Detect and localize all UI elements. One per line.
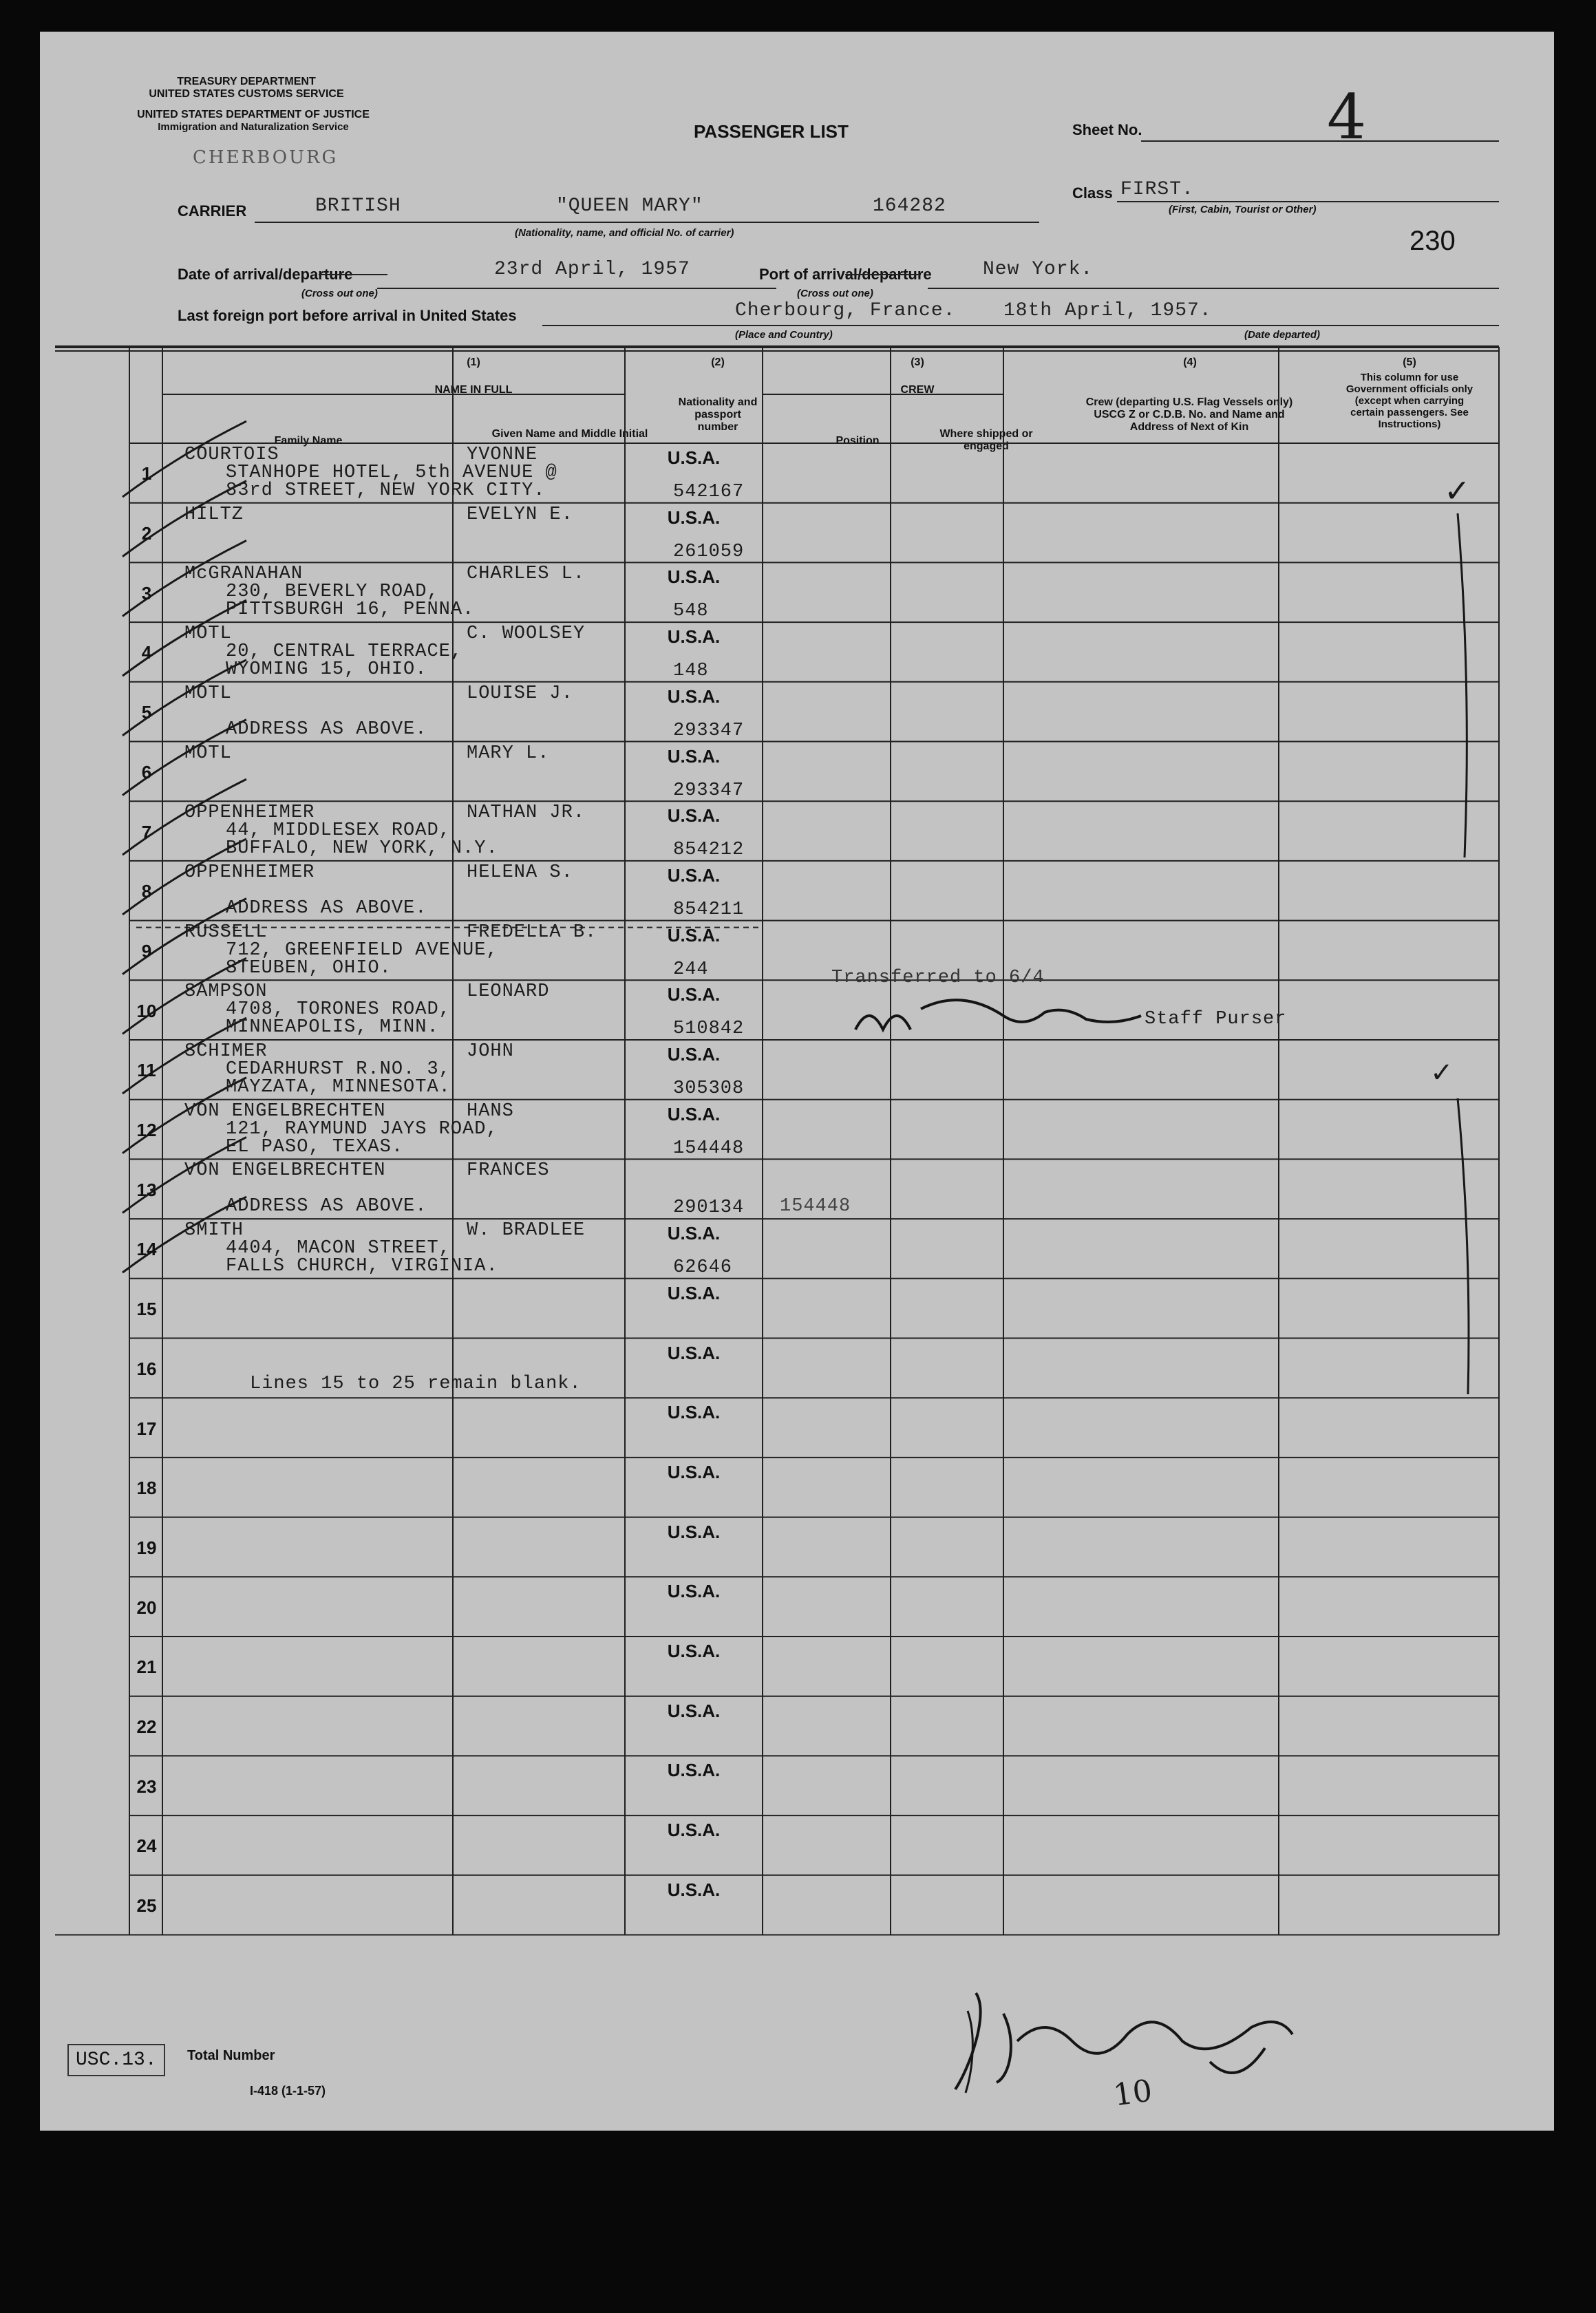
row-number: 13 bbox=[136, 1179, 157, 1200]
nationality: U.S.A. bbox=[667, 1700, 721, 1721]
family-name: RUSSELL bbox=[184, 921, 268, 943]
given-name: LOUISE J. bbox=[467, 683, 573, 704]
where-header: Where shipped or engaged bbox=[939, 428, 1033, 452]
carrier-label: CARRIER bbox=[178, 202, 247, 220]
row-number: 18 bbox=[136, 1478, 157, 1499]
col3-title: CREW bbox=[900, 384, 935, 396]
passport-number: 290134 bbox=[673, 1197, 745, 1219]
passport-12-alt: 154448 bbox=[780, 1196, 851, 1217]
carrier-name: "QUEEN MARY" bbox=[556, 195, 703, 217]
col2-num: (2) bbox=[711, 356, 725, 368]
address-line-1: 44, MIDDLESEX ROAD, bbox=[226, 820, 451, 842]
purser-signature bbox=[855, 1000, 1141, 1030]
family-name-header: Family Name bbox=[274, 435, 343, 447]
address-line-2: EL PASO, TEXAS. bbox=[226, 1136, 404, 1158]
nationality: U.S.A. bbox=[667, 1461, 721, 1482]
class-label: Class bbox=[1072, 184, 1113, 202]
class-caption: (First, Cabin, Tourist or Other) bbox=[1169, 204, 1317, 215]
nationality: U.S.A. bbox=[667, 1342, 721, 1363]
checkmark-2: ✓ bbox=[1430, 1057, 1454, 1089]
given-name: CHARLES L. bbox=[467, 564, 586, 585]
row-number: 3 bbox=[141, 582, 152, 604]
row-number: 20 bbox=[136, 1597, 157, 1618]
nationality: U.S.A. bbox=[667, 1879, 721, 1900]
last-port-value: Cherbourg, France. bbox=[735, 300, 956, 321]
address-line-2: MINNEAPOLIS, MINN. bbox=[226, 1017, 439, 1038]
address-line-1: 4708, TORONES ROAD, bbox=[226, 999, 451, 1021]
passport-number: 854211 bbox=[673, 899, 745, 920]
nationality: U.S.A. bbox=[667, 507, 721, 528]
given-name: HANS bbox=[467, 1100, 514, 1122]
address-line-1: 121, RAYMUND JAYS ROAD, bbox=[226, 1118, 498, 1140]
last-port-label: Last foreign port before arrival in United States bbox=[178, 307, 517, 324]
col4-num: (4) bbox=[1183, 356, 1197, 368]
family-name: McGRANAHAN bbox=[184, 564, 304, 585]
passport-number: 62646 bbox=[673, 1257, 733, 1279]
given-name: FRANCES bbox=[467, 1160, 550, 1182]
row-number: 15 bbox=[136, 1299, 157, 1320]
row-number: 5 bbox=[141, 702, 152, 723]
row-number: 9 bbox=[141, 940, 152, 961]
col1-num: (1) bbox=[467, 356, 480, 368]
port-label: Port of arrival/departure bbox=[759, 266, 932, 283]
family-name: COURTOIS bbox=[184, 445, 279, 465]
nationality: U.S.A. bbox=[667, 1581, 721, 1602]
row-number: 4 bbox=[141, 642, 152, 663]
given-name: FREDELLA B. bbox=[467, 921, 597, 943]
nationality: U.S.A. bbox=[667, 1103, 721, 1124]
given-name: EVELYN E. bbox=[467, 504, 573, 525]
official-mark-stroke bbox=[1458, 1098, 1469, 1394]
family-name: MOTL bbox=[184, 743, 232, 764]
family-name: VON ENGELBRECHTEN bbox=[184, 1160, 386, 1182]
nationality: U.S.A. bbox=[667, 1402, 721, 1423]
family-name: SAMPSON bbox=[184, 981, 268, 1003]
carrier-nationality: BRITISH bbox=[315, 195, 401, 217]
family-name: MOTL bbox=[184, 623, 232, 645]
address-line-2: ADDRESS AS ABOVE. bbox=[226, 897, 427, 919]
col1-title: NAME IN FULL bbox=[434, 384, 513, 396]
address-line-2: ADDRESS AS ABOVE. bbox=[226, 718, 427, 740]
row-number: 25 bbox=[136, 1895, 157, 1917]
col2-title: Nationality and passport number bbox=[678, 396, 758, 433]
address-line-1: 712, GREENFIELD AVENUE, bbox=[226, 939, 498, 961]
carrier-number: 164282 bbox=[873, 195, 946, 217]
nationality: U.S.A. bbox=[667, 685, 721, 707]
date-value: 23rd April, 1957 bbox=[494, 259, 690, 280]
given-name: MARY L. bbox=[467, 743, 550, 764]
signature-note: 10 bbox=[1111, 2073, 1155, 2113]
passport-number: 244 bbox=[673, 959, 709, 980]
agency-customs: UNITED STATES CUSTOMS SERVICE bbox=[149, 88, 344, 100]
checkmark-1: ✓ bbox=[1444, 472, 1471, 509]
address-line-1: CEDARHURST R.NO. 3, bbox=[226, 1059, 451, 1080]
nationality: U.S.A. bbox=[667, 1223, 721, 1244]
passport-number: 148 bbox=[673, 661, 709, 682]
nationality: U.S.A. bbox=[667, 984, 721, 1005]
row-number: 19 bbox=[136, 1537, 157, 1558]
given-name: YVONNE bbox=[467, 445, 538, 465]
official-mark-stroke bbox=[1458, 513, 1467, 857]
nationality: U.S.A. bbox=[667, 626, 721, 648]
nationality: U.S.A. bbox=[667, 566, 721, 588]
sheet-label: Sheet No. bbox=[1072, 121, 1142, 138]
given-name-header: Given Name and Middle Initial bbox=[491, 428, 648, 440]
address-line-1: STANHOPE HOTEL, 5th AVENUE @ bbox=[226, 462, 557, 483]
address-line-1: 230, BEVERLY ROAD, bbox=[226, 582, 439, 603]
row-number: 6 bbox=[141, 761, 152, 782]
address-line-1: 20, CENTRAL TERRACE, bbox=[226, 641, 463, 663]
row-number: 12 bbox=[136, 1120, 157, 1141]
carrier-caption: (Nationality, name, and official No. of carrier) bbox=[515, 227, 734, 239]
row-number: 21 bbox=[136, 1656, 157, 1678]
given-name: JOHN bbox=[467, 1041, 514, 1062]
passport-number: 854212 bbox=[673, 840, 745, 861]
passport-number: 293347 bbox=[673, 720, 745, 741]
address-line-1: 4404, MACON STREET, bbox=[226, 1238, 451, 1259]
last-port-date: 18th April, 1957. bbox=[1003, 300, 1212, 321]
agency-ins: Immigration and Naturalization Service bbox=[158, 121, 349, 133]
row-number: 17 bbox=[136, 1418, 157, 1439]
row-number: 11 bbox=[137, 1060, 156, 1081]
row-number: 24 bbox=[136, 1835, 157, 1857]
col4-title: Crew (departing U.S. Flag Vessels only) USCG Z or C.D.B. No. and Name and Address of Next of Kin bbox=[1085, 396, 1293, 433]
page-title: PASSENGER LIST bbox=[694, 121, 849, 142]
passport-number: 548 bbox=[673, 601, 709, 622]
passport-number: 542167 bbox=[673, 482, 745, 502]
passport-number: 261059 bbox=[673, 541, 745, 562]
col3-num: (3) bbox=[911, 356, 924, 368]
agency-justice: UNITED STATES DEPARTMENT OF JUSTICE bbox=[137, 109, 370, 120]
nationality: U.S.A. bbox=[667, 1044, 721, 1065]
col5-num: (5) bbox=[1403, 356, 1416, 368]
row-number: 8 bbox=[141, 881, 152, 902]
address-line-2: STEUBEN, OHIO. bbox=[226, 957, 392, 979]
port-value: New York. bbox=[983, 259, 1094, 280]
address-line-2: PITTSBURGH 16, PENNA. bbox=[226, 599, 475, 621]
family-name: OPPENHEIMER bbox=[184, 802, 315, 824]
row-number: 23 bbox=[136, 1776, 157, 1797]
total-number-label: Total Number bbox=[187, 2048, 275, 2063]
nationality: U.S.A. bbox=[667, 1282, 721, 1303]
family-name: OPPENHEIMER bbox=[184, 862, 315, 883]
row-number: 2 bbox=[141, 523, 152, 544]
port-caption: (Cross out one) bbox=[797, 288, 873, 299]
row-number: 16 bbox=[136, 1358, 157, 1379]
blank-lines-note: Lines 15 to 25 remain blank. bbox=[250, 1374, 582, 1394]
row-number: 22 bbox=[136, 1716, 157, 1738]
address-line-2: 83rd STREET, NEW YORK CITY. bbox=[226, 480, 546, 501]
given-name: C. WOOLSEY bbox=[467, 623, 586, 645]
row-number: 1 bbox=[141, 463, 152, 484]
nationality: U.S.A. bbox=[667, 447, 721, 468]
date-departed-caption: (Date departed) bbox=[1244, 329, 1321, 341]
address-line-2: FALLS CHURCH, VIRGINIA. bbox=[226, 1256, 498, 1277]
usc-code: USC.13. bbox=[76, 2049, 157, 2071]
nationality: U.S.A. bbox=[667, 1760, 721, 1781]
form-number: I-418 (1-1-57) bbox=[250, 2084, 326, 2098]
address-line-2: WYOMING 15, OHIO. bbox=[226, 659, 427, 681]
col5-title: This column for use Government officials only (except when carrying certain passengers. See Instructions) bbox=[1345, 372, 1473, 430]
nationality: U.S.A. bbox=[667, 805, 721, 827]
position-header: Position bbox=[836, 435, 880, 447]
given-name: NATHAN JR. bbox=[467, 802, 586, 824]
passport-number: 293347 bbox=[673, 780, 745, 801]
family-name: SMITH bbox=[184, 1220, 244, 1241]
nationality: U.S.A. bbox=[667, 1820, 721, 1841]
row-number: 10 bbox=[136, 1000, 157, 1021]
nationality: U.S.A. bbox=[667, 924, 721, 946]
number-230: 230 bbox=[1409, 226, 1456, 256]
handwritten-port: CHERBOURG bbox=[193, 147, 339, 168]
transferred-note: Transferred to 6/4 bbox=[831, 968, 1045, 988]
nationality: U.S.A. bbox=[667, 1641, 721, 1661]
address-line-2: ADDRESS AS ABOVE. bbox=[226, 1196, 427, 1217]
place-caption: (Place and Country) bbox=[735, 329, 833, 341]
address-line-2: MAYZATA, MINNESOTA. bbox=[226, 1077, 451, 1098]
family-name: MOTL bbox=[184, 683, 232, 704]
passenger-list-sheet bbox=[40, 32, 1554, 2131]
sheet-number: 4 bbox=[1327, 81, 1367, 153]
passport-number: 154448 bbox=[673, 1138, 745, 1159]
passport-number: 510842 bbox=[673, 1019, 745, 1040]
nationality: U.S.A. bbox=[667, 864, 721, 886]
usc-box bbox=[67, 2044, 165, 2076]
given-name: HELENA S. bbox=[467, 862, 573, 883]
class-value: FIRST. bbox=[1120, 179, 1194, 200]
nationality: U.S.A. bbox=[667, 745, 721, 767]
nationality: U.S.A. bbox=[667, 1521, 721, 1542]
staff-purser: Staff Purser bbox=[1145, 1009, 1287, 1030]
family-name: HILTZ bbox=[184, 504, 244, 525]
row-number: 7 bbox=[141, 821, 152, 842]
family-name: VON ENGELBRECHTEN bbox=[184, 1100, 386, 1122]
agency-treasury: TREASURY DEPARTMENT bbox=[177, 76, 316, 87]
given-name: W. BRADLEE bbox=[467, 1220, 586, 1241]
date-caption: (Cross out one) bbox=[301, 288, 378, 299]
date-label: Date of arrival/departure bbox=[178, 266, 353, 283]
family-name: SCHIMER bbox=[184, 1041, 268, 1062]
address-line-2: BUFFALO, NEW YORK, N.Y. bbox=[226, 838, 498, 860]
row-number: 14 bbox=[136, 1239, 157, 1260]
passport-number: 305308 bbox=[673, 1078, 745, 1099]
given-name: LEONARD bbox=[467, 981, 550, 1003]
